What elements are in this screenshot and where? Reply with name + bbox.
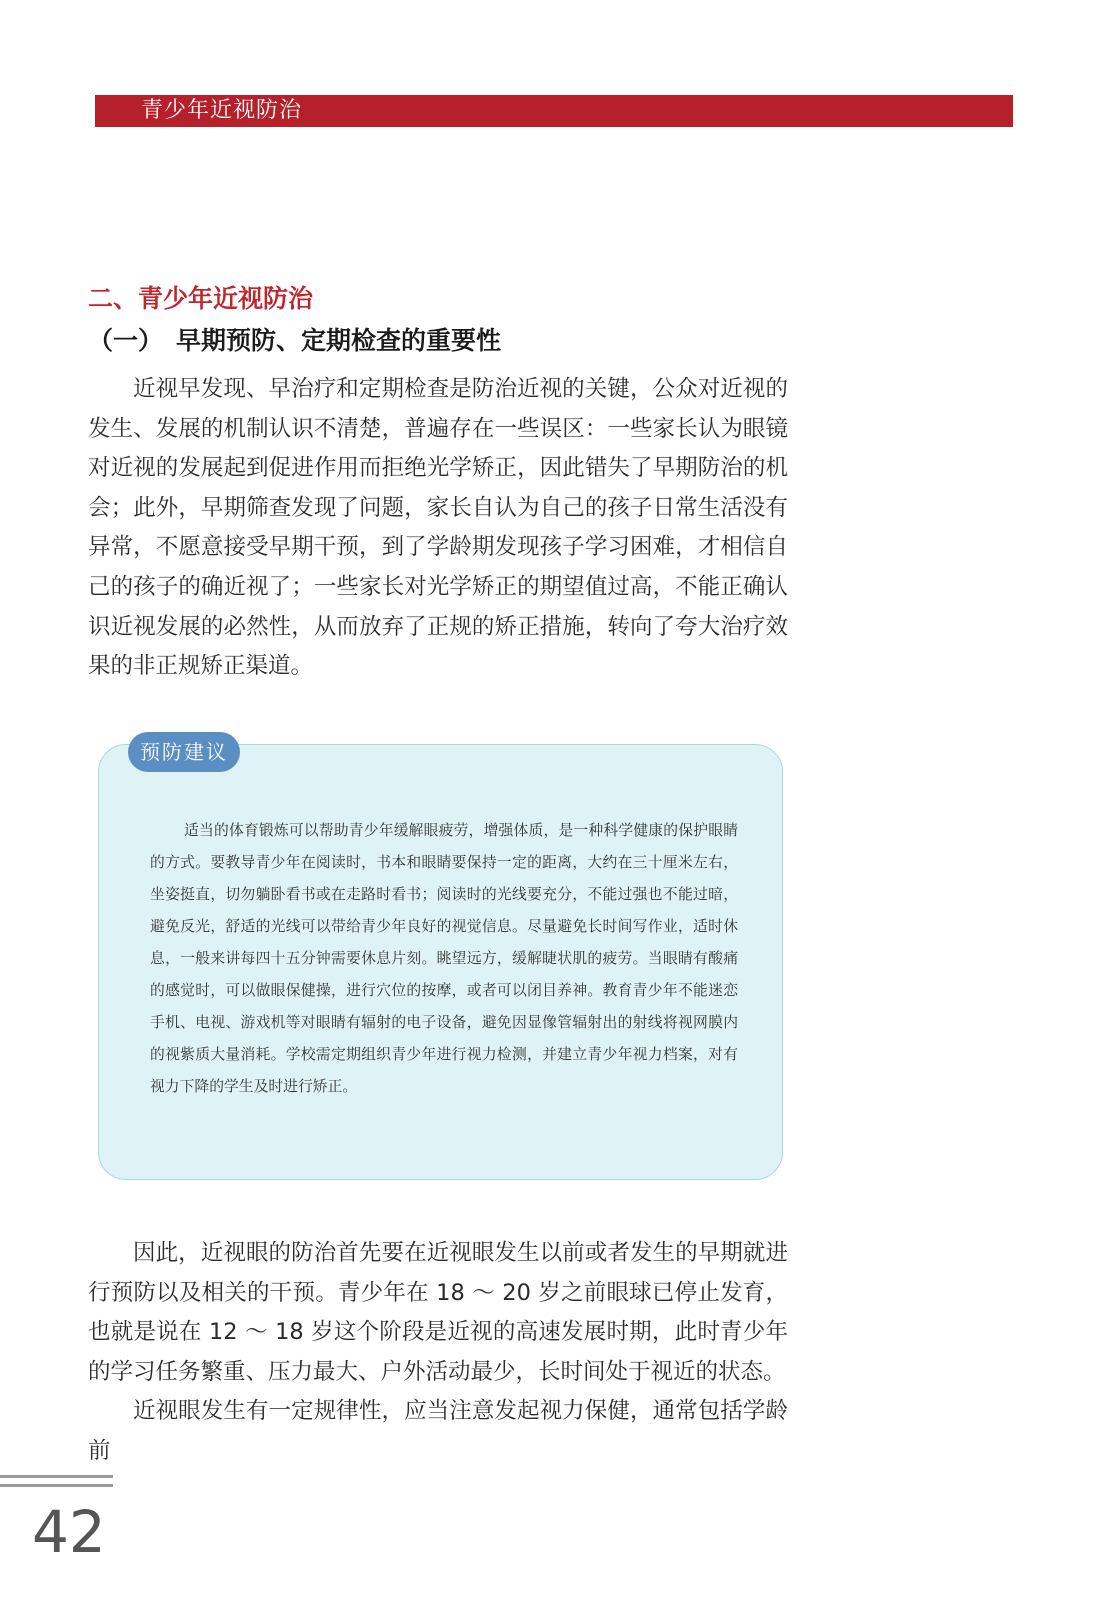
- subsection-number: （一）: [88, 326, 164, 355]
- subsection-heading: [88, 324, 501, 358]
- section-heading: 二、青少年近视防治: [88, 284, 314, 313]
- body-paragraph-1: 近视早发现、早治疗和定期检查是防治近视的关键，公众对近视的发生、发展的机制认识不清楚，普遍存在一些误区：一些家长认为眼镜对近视的发展起到促进作用而拒绝光学矫正，因此错失了早期防治的机会；此外，早期筛查发现了问题，家长自认为自己的孩子日常生活没有异常，不愿意接受早期干预，到了学龄期发现孩子学习困难，才相信自己的孩子的确近视了；一些家长对光学矫正的期望值过高，不能正确认识近视发展的必然性，从而放弃了正规的矫正措施，转向了夸大治疗效果的非正规矫正渠道。: [88, 376, 788, 680]
- body-paragraph-3: 近视眼发生有一定规律性，应当注意发起视力保健，通常包括学龄前: [88, 1398, 788, 1464]
- page-number: 42: [32, 1498, 106, 1566]
- subsection-title: 早期预防、定期检查的重要性: [176, 326, 502, 355]
- body-paragraph-2: 因此，近视眼的防治首先要在近视眼发生以前或者发生的早期就进行预防以及相关的干预。青少年在 18 ～ 20 岁之前眼球已停止发育，也就是说在 12 ～ 18 岁这个阶段是近视的高速发展时期，此时青少年的学习任务繁重、压力最大、户外活动最少，长时间处于视近的状态。: [88, 1240, 788, 1385]
- running-header-title: 青少年近视防治: [141, 98, 303, 123]
- prevention-tip-text: 适当的体育锻炼可以帮助青少年缓解眼疲劳，增强体质，是一种科学健康的保护眼睛的方式。要教导青少年在阅读时，书本和眼睛要保持一定的距离，大约在三十厘米左右，坐姿挺直，切勿躺卧看书或在走路时看书；阅读时的光线要充分，不能过强也不能过暗，避免反光，舒适的光线可以带给青少年良好的视觉信息。尽量避免长时间写作业，适时休息，一般来讲每四十五分钟需要休息片刻。眺望远方，缓解睫状肌的疲劳。当眼睛有酸痛的感觉时，可以做眼保健操，进行穴位的按摩，或者可以闭目养神。教育青少年不能迷恋手机、电视、游戏机等对眼睛有辐射的电子设备，避免因显像管辐射出的射线将视网膜内的视紫质大量消耗。学校需定期组织青少年进行视力检测，并建立青少年视力档案，对有视力下降的学生及时进行矫正。: [150, 822, 738, 1095]
- footer-rule-bottom: [0, 1484, 113, 1487]
- footer-rule-top: [0, 1475, 113, 1478]
- prevention-tip-badge: 预防建议: [128, 732, 240, 772]
- running-header-bar: [95, 95, 1013, 127]
